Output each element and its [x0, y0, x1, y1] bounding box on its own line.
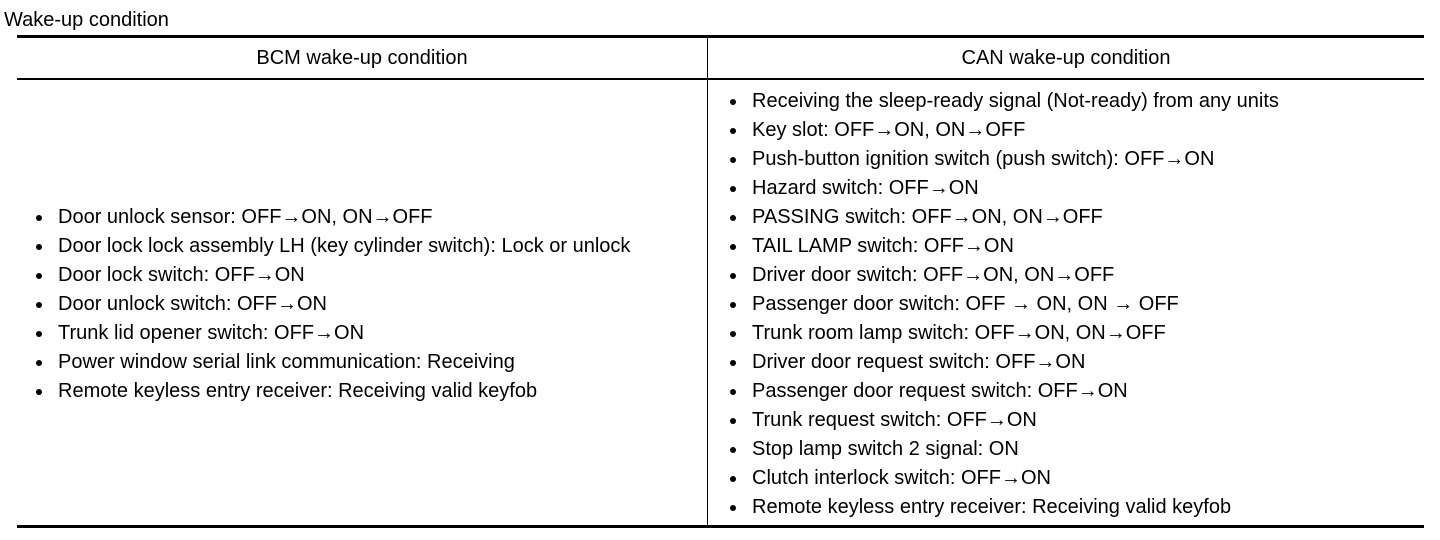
- bcm-conditions-cell: [17, 80, 707, 528]
- list-item: Remote keyless entry receiver: Receiving valid keyfob: [31, 377, 699, 406]
- list-item: Stop lamp switch 2 signal: ON: [725, 435, 1418, 464]
- list-item: Remote keyless entry receiver: Receiving valid keyfob: [725, 493, 1418, 522]
- list-item: Power window serial link communication: Receiving: [31, 348, 699, 377]
- list-item: Passenger door switch: OFF → ON, ON → OFF: [725, 290, 1418, 319]
- can-conditions-list: [725, 87, 1418, 522]
- list-item: Door unlock sensor: OFF→ON, ON→OFF: [31, 203, 699, 232]
- list-item: Clutch interlock switch: OFF→ON: [725, 464, 1418, 493]
- list-item: Push-button ignition switch (push switch): OFF→ON: [725, 145, 1418, 174]
- can-conditions-cell: [708, 80, 1424, 528]
- header-can-wake-up-condition: CAN wake-up condition: [961, 46, 1171, 69]
- table-header-row: [17, 38, 1424, 80]
- list-item: Trunk request switch: OFF→ON: [725, 406, 1418, 435]
- header-bcm-wake-up-condition: BCM wake-up condition: [256, 46, 468, 69]
- list-item: Hazard switch: OFF→ON: [725, 174, 1418, 203]
- list-item: TAIL LAMP switch: OFF→ON: [725, 232, 1418, 261]
- list-item: Door lock switch: OFF→ON: [31, 261, 699, 290]
- list-item: Trunk lid opener switch: OFF→ON: [31, 319, 699, 348]
- list-item: Door unlock switch: OFF→ON: [31, 290, 699, 319]
- wake-up-condition-table: [17, 35, 1424, 528]
- list-item: Door lock lock assembly LH (key cylinder switch): Lock or unlock: [31, 232, 699, 261]
- list-item: Receiving the sleep-ready signal (Not-ready) from any units: [725, 87, 1418, 116]
- bcm-conditions-list: [31, 203, 699, 406]
- list-item: PASSING switch: OFF→ON, ON→OFF: [725, 203, 1418, 232]
- list-item: Driver door switch: OFF→ON, ON→OFF: [725, 261, 1418, 290]
- list-item: Key slot: OFF→ON, ON→OFF: [725, 116, 1418, 145]
- table-caption: Wake-up condition: [4, 9, 169, 31]
- list-item: Driver door request switch: OFF→ON: [725, 348, 1418, 377]
- list-item: Passenger door request switch: OFF→ON: [725, 377, 1418, 406]
- list-item: Trunk room lamp switch: OFF→ON, ON→OFF: [725, 319, 1418, 348]
